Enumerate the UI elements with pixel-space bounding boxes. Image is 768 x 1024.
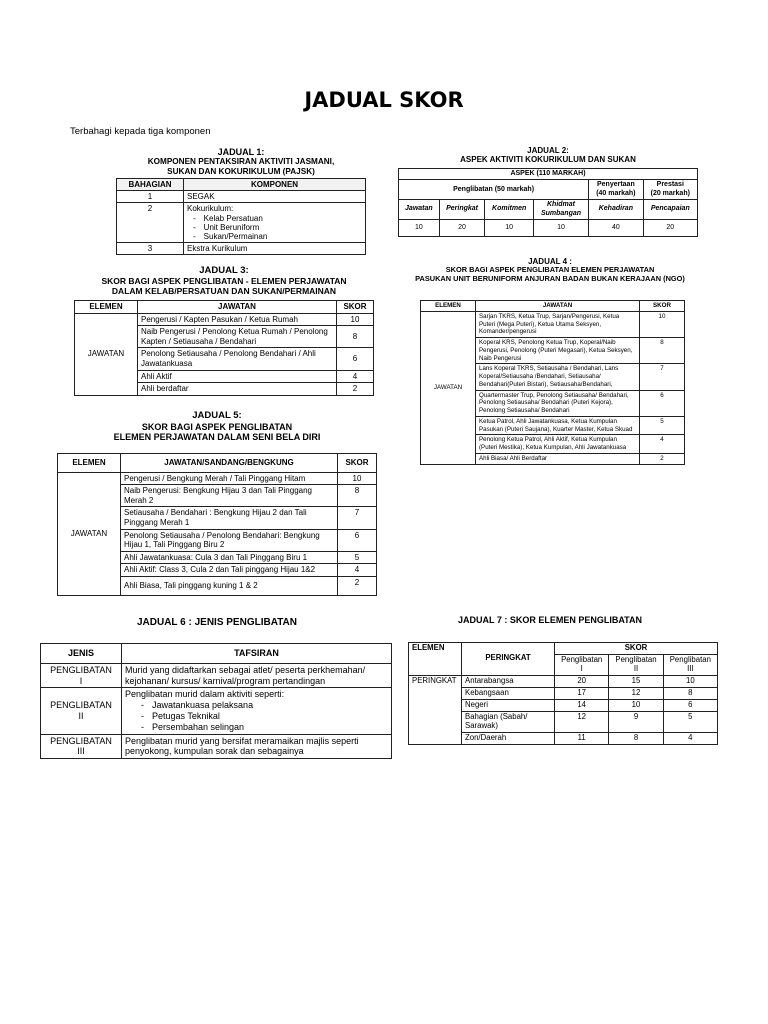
table7-cell: 5	[663, 711, 717, 732]
table5-cell: 8	[338, 485, 377, 507]
table4-cell: Sarjan TKRS, Ketua Trup, Sarjan/Pengerusi, Ketua Puteri (Mega Puteri), Ketua Utama Seksyen, Komander/pengerusi	[476, 311, 640, 337]
table5-header-skor: SKOR	[338, 454, 377, 473]
table-row	[58, 472, 377, 485]
list-item: - Petugas Teknikal	[155, 711, 388, 722]
list-item: - Sukan/Permainan	[207, 232, 362, 241]
table6-jenis-text: PENGLIBATAN	[50, 664, 112, 675]
table-row	[421, 311, 685, 337]
table7-cell: 8	[609, 732, 663, 744]
table4-cell: 8	[640, 338, 685, 364]
table7-cell: 12	[555, 711, 609, 732]
table5-cell: 5	[338, 551, 377, 564]
table3-cell: Penolong Setiausaha / Penolong Bendahari / Ahli Jawatankuasa	[138, 348, 337, 370]
table5-header-elemen: ELEMEN	[58, 454, 121, 473]
table6-jenis-text: II	[78, 710, 84, 721]
list-item: - Kelab Persatuan	[207, 214, 362, 223]
table3-elemen-cell: JAWATAN	[75, 313, 138, 395]
table3-cell: Pengerusi / Kapten Pasukan / Ketua Rumah	[138, 313, 337, 326]
table6-jenis-text: PENGLIBATAN	[50, 700, 112, 711]
table4-cell: Penolong Ketua Patrol, Ahli Aktif, Ketua Kumpulan (Puteri Mestika), Ketua Kumpulan, Ahli Jawatankuasa	[476, 435, 640, 454]
table7-cell: 17	[555, 687, 609, 699]
table2-header-text: (20 markah)	[650, 189, 690, 197]
table7-cell: 11	[555, 732, 609, 744]
table7-subheader-text: Penglibatan	[669, 654, 711, 664]
table7-cell: 8	[663, 687, 717, 699]
table4-cell: 10	[640, 311, 685, 337]
table2-subheader: Pencapaian	[643, 200, 697, 220]
table2-header-penglibatan: Penglibatan (50 markah)	[399, 180, 589, 200]
table2	[398, 168, 698, 237]
table4-cell: 7	[640, 364, 685, 390]
table3-cell: 10	[337, 313, 374, 326]
table3-header-elemen: ELEMEN	[75, 301, 138, 314]
table7-header-elemen: ELEMEN	[409, 643, 462, 676]
table5-cell: 2	[338, 576, 377, 595]
page-title: JADUAL SKOR	[304, 88, 464, 112]
table2-subheader-text: Khidmat	[547, 201, 575, 209]
table5-caption-line1: JADUAL 5:	[192, 410, 242, 421]
table5-cell: Ahli Jawatankuasa: Cula 3 dan Tali Pinggang Biru 1	[121, 551, 338, 564]
table6-header-tafsiran: TAFSIRAN	[122, 644, 392, 664]
table2-subheader: Jawatan	[399, 200, 440, 220]
table7-cell: 12	[609, 687, 663, 699]
table5-cell: Setiausaha / Bendahari : Bengkung Hijau 2 dan Tali Pinggang Merah 1	[121, 507, 338, 529]
table7-cell: 20	[555, 675, 609, 687]
table6-jenis-cell	[41, 734, 122, 759]
table3-caption-line2: SKOR BAGI ASPEK PENGLIBATAN - ELEMEN PERJAWATAN	[101, 275, 347, 286]
table-row	[75, 313, 374, 326]
table5-header-jawatan: JAWATAN/SANDANG/BENGKUNG	[121, 454, 338, 473]
table5-cell: Ahli Biasa, Tali pinggang kuning 1 & 2	[121, 576, 338, 595]
table4	[420, 300, 685, 465]
table4-cell: Ketua Patrol, Ahli Jawatankuasa, Ketua Kumpulan Pasukan (Puteri Saujana), Kuarter Master, Ketua Skuad	[476, 416, 640, 435]
table7-cell: 4	[663, 732, 717, 744]
table7-subheader	[555, 654, 609, 675]
table3-header-skor: SKOR	[337, 301, 374, 314]
table4-caption-line1: JADUAL 4 :	[528, 257, 572, 266]
table5-cell: 10	[338, 472, 377, 485]
table5-cell: 7	[338, 507, 377, 529]
table2-header-text: Prestasi	[656, 181, 684, 189]
table1-header-bahagian: BAHAGIAN	[117, 179, 184, 191]
table5	[57, 453, 377, 596]
list-item: - Jawatankuasa pelaksana	[155, 700, 388, 711]
table2-cell: 10	[485, 219, 533, 236]
table1-cell-text: Kokurikulum:	[187, 204, 234, 214]
table7-subheader	[609, 654, 663, 675]
table4-header-elemen: ELEMEN	[421, 301, 476, 312]
table3-cell: 2	[337, 383, 374, 396]
table3-header-jawatan: JAWATAN	[138, 301, 337, 314]
table-row	[117, 203, 366, 243]
table3	[74, 300, 374, 396]
table4-cell: 5	[640, 416, 685, 435]
table5-caption-line2: SKOR BAGI ASPEK PENGLIBATAN	[141, 421, 293, 432]
table2-subheader: Peringkat	[439, 200, 485, 220]
table2-header-aspek: ASPEK (110 MARKAH)	[399, 169, 698, 180]
table4-cell: 6	[640, 390, 685, 416]
table7-cell: 15	[609, 675, 663, 687]
table2-header-text: Penyertaan	[596, 181, 635, 189]
table-row	[117, 191, 366, 203]
table4-cell: Ahli Biasa/ Ahli Berdaftar	[476, 453, 640, 464]
table7-subheader	[663, 654, 717, 675]
table6-jenis-text: III	[77, 746, 85, 757]
table2-header-penyertaan	[589, 180, 643, 200]
table2-caption	[398, 146, 698, 164]
table7-subheader-text: II	[633, 663, 639, 673]
table-row	[41, 663, 392, 688]
table4-cell: Lans Koperal TKRS, Setiausaha / Bendahari, Lans Koperal/Setiausaha /Bendahari, Setiausaha/ Bendahari(Puteri Bistari), Setiausaha/Bendahari,	[476, 364, 640, 390]
table5-cell: Naib Pengerusi: Bengkung Hijau 3 dan Tali Pinggang Merah 2	[121, 485, 338, 507]
table3-cell: Naib Pengerusi / Penolong Ketua Rumah / Penolong Kapten / Setiausaha / Bendahari	[138, 326, 337, 348]
table7-cell: 10	[609, 699, 663, 711]
table2-subheader	[533, 200, 588, 220]
table2-cell: 20	[439, 219, 485, 236]
table3-caption	[74, 266, 374, 296]
table6-jenis-text: I	[79, 675, 83, 686]
list-item: - Unit Beruniform	[207, 223, 362, 232]
table1-cell: SEGAK	[184, 191, 366, 203]
table2-header-text: (40 markah)	[596, 189, 636, 197]
table7-cell: 6	[663, 699, 717, 711]
table5-caption	[57, 411, 377, 443]
table7-subheader-text: I	[580, 663, 583, 673]
table6-cell-text: Penglibatan murid dalam aktiviti seperti:	[125, 689, 285, 700]
table7	[408, 642, 718, 745]
table1-header-komponen: KOMPONEN	[184, 179, 366, 191]
table2-cell: 10	[533, 219, 588, 236]
table1-cell: 2	[117, 203, 184, 243]
table3-caption-line3: DALAM KELAB/PERSATUAN DAN SUKAN/PERMAINAN	[111, 285, 337, 296]
table6-header-jenis: JENIS	[41, 644, 122, 664]
table7-cell: Antarabangsa	[462, 675, 555, 687]
table1-cell	[184, 203, 366, 243]
table2-header-prestasi	[643, 180, 697, 200]
table7-elemen-cell: PERINGKAT	[409, 675, 462, 744]
table5-cell: Penolong Setiausaha / Penolong Bendahari: Bengkung Hijau 1, Tali Pinggang Biru 2	[121, 529, 338, 551]
table2-cell: 20	[643, 219, 697, 236]
table4-header-skor: SKOR	[640, 301, 685, 312]
table4-caption	[395, 257, 705, 283]
table4-caption-line3: PASUKAN UNIT BERUNIFORM ANJURAN BADAN BUKAN KERAJAAN (NGO)	[415, 273, 685, 283]
table2-subheader: Kehadiran	[589, 200, 643, 220]
table5-cell: Ahli Aktif: Class 3, Cula 2 dan Tali pinggang Hijau 1&2	[121, 564, 338, 577]
table1-caption-line3: SUKAN DAN KOKURIKULUM (PAJSK)	[167, 166, 315, 176]
table4-caption-line2: SKOR BAGI ASPEK PENGLIBATAN ELEMEN PERJAWATAN	[445, 265, 655, 275]
table4-header-jawatan: JAWATAN	[476, 301, 640, 312]
table-row	[409, 675, 718, 687]
table7-cell: Zon/Daerah	[462, 732, 555, 744]
table1-caption	[116, 147, 366, 176]
table5-cell: 4	[338, 564, 377, 577]
table1-cell: Ekstra Kurikulum	[184, 243, 366, 255]
table5-caption-line3: ELEMEN PERJAWATAN DALAM SENI BELA DIRI	[113, 432, 321, 443]
table6-cell	[122, 688, 392, 734]
table1-cell: 1	[117, 191, 184, 203]
table6-jenis-text: PENGLIBATAN	[50, 735, 112, 746]
table7-subheader-text: Penglibatan	[615, 654, 657, 664]
table7-cell: Negeri	[462, 699, 555, 711]
table2-subheader: Komitmen	[485, 200, 533, 220]
table7-caption: JADUAL 7 : SKOR ELEMEN PENGLIBATAN	[457, 615, 642, 625]
intro-text: Terbahagi kepada tiga komponen	[70, 126, 211, 137]
table7-cell: 9	[609, 711, 663, 732]
table1-caption-line2: KOMPONEN PENTAKSIRAN AKTIVITI JASMANI,	[147, 157, 335, 167]
table7-cell: Bahagian (Sabah/ Sarawak)	[462, 711, 555, 732]
table5-elemen-cell: JAWATAN	[58, 472, 121, 595]
table3-caption-line1: JADUAL 3:	[199, 265, 249, 276]
table7-cell: 10	[663, 675, 717, 687]
table-row	[399, 219, 698, 236]
table3-cell: 6	[337, 348, 374, 370]
table7-cell: 14	[555, 699, 609, 711]
table1-caption-line1: JADUAL 1:	[217, 147, 265, 157]
table7-cell: Kebangsaan	[462, 687, 555, 699]
table4-elemen-cell: JAWATAN	[421, 311, 476, 464]
table2-subheader-text: Sumbangan	[540, 209, 582, 217]
table6-jenis-cell	[41, 663, 122, 688]
table4-cell: 4	[640, 435, 685, 454]
table6-cell: Penglibatan murid yang bersifat meramaikan majlis seperti penyokong, kumpulan sorak dan sebagainya	[122, 734, 392, 759]
table6-jenis-cell	[41, 688, 122, 734]
table6-cell: Murid yang didaftarkan sebagai atlet/ peserta perkhemahan/ kejohanan/ kursus/ karnival/program pertandingan	[122, 663, 392, 688]
table7-subheader-text: Penglibatan	[561, 654, 603, 664]
table-row	[41, 688, 392, 734]
table3-cell: Ahli Aktif	[138, 370, 337, 383]
table1	[116, 178, 366, 255]
table2-caption-line2: ASPEK AKTIVITI KOKURIKULUM DAN SUKAN	[460, 155, 636, 165]
table7-subheader-text: III	[687, 663, 694, 673]
table4-cell: Quartermaster Trup, Penolong Setiausaha/ Bendahari, Penolong Setiausaha/ Bendahari (Puteri Kejora), Penolong Setiausaha/ Bendahari	[476, 390, 640, 416]
table7-header-skor: SKOR	[555, 643, 718, 655]
table2-cell: 10	[399, 219, 440, 236]
table3-cell: Ahli berdaftar	[138, 383, 337, 396]
table1-cell: 3	[117, 243, 184, 255]
table7-header-peringkat: PERINGKAT	[462, 643, 555, 676]
table5-cell: 6	[338, 529, 377, 551]
table-row	[117, 243, 366, 255]
table2-caption-line1: JADUAL 2:	[527, 146, 569, 155]
table2-cell: 40	[589, 219, 643, 236]
table4-cell: Koperal KRS, Penolong Ketua Trup, Koperal/Naib Pengerusi, Penolong (Puteri Megasari), Ketua Seksyen, Naib Pengerusi	[476, 338, 640, 364]
table5-cell: Pengerusi / Bengkung Merah / Tali Pinggang Hitam	[121, 472, 338, 485]
list-item: - Persembahan selingan	[155, 722, 388, 733]
table6-caption: JADUAL 6 : JENIS PENGLIBATAN	[136, 617, 298, 628]
table3-cell: 8	[337, 326, 374, 348]
table4-cell: 2	[640, 453, 685, 464]
table3-cell: 4	[337, 370, 374, 383]
table6	[40, 643, 392, 759]
table-row	[41, 734, 392, 759]
